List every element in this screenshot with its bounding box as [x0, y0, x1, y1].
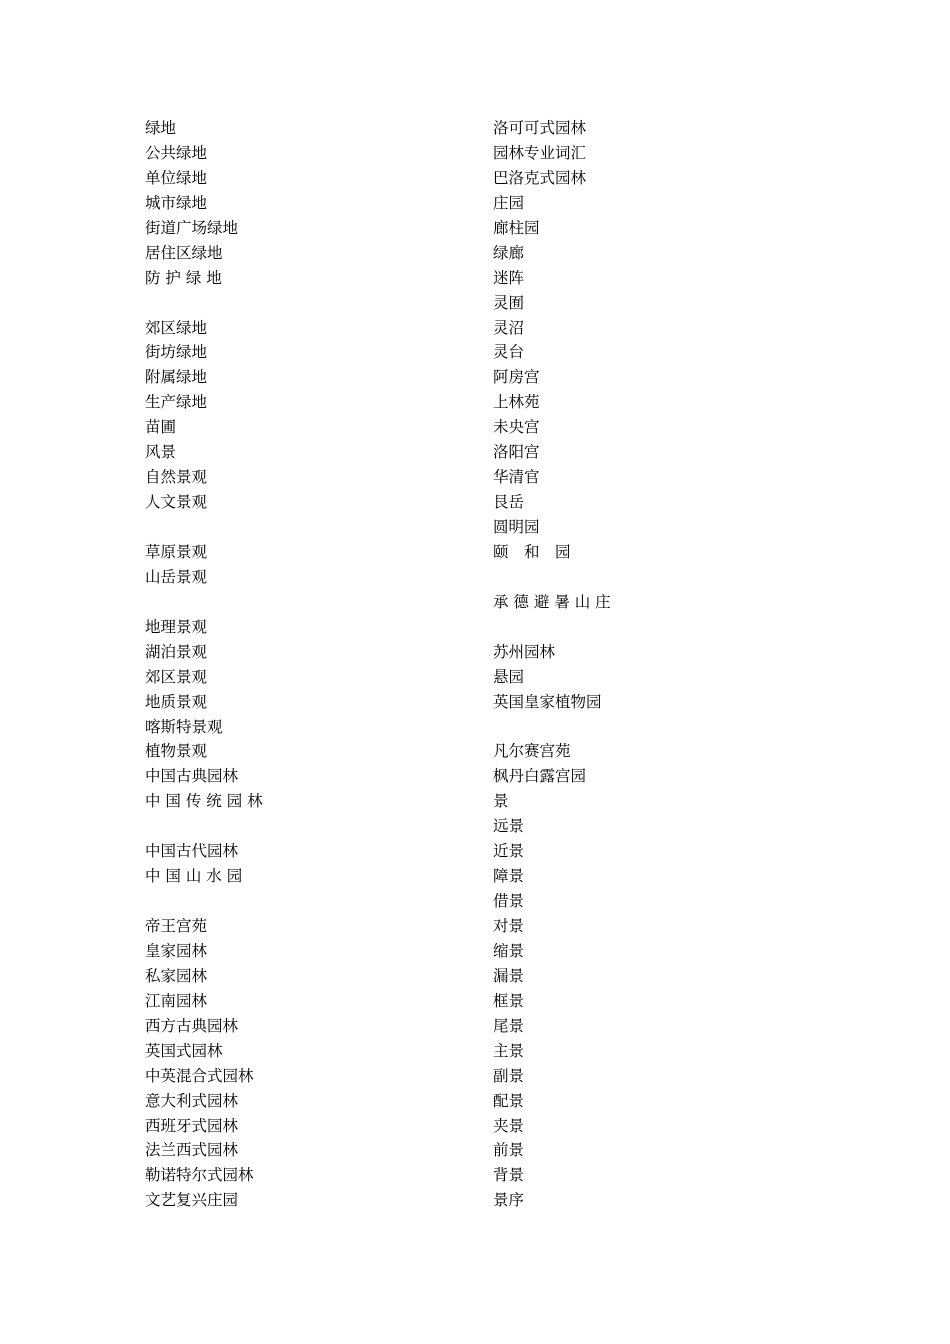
left-column-term — [145, 291, 465, 316]
left-column-term: 文艺复兴庄园 — [145, 1191, 239, 1210]
left-column-term: 附属绿地 — [145, 368, 208, 387]
right-column-term: 对景 — [493, 917, 525, 935]
left-column-term: 勒诺特尔式园林 — [145, 1166, 254, 1185]
right-column-term: 缩景 — [493, 941, 525, 960]
right-column-term — [493, 715, 813, 740]
right-column-term: 副景 — [493, 1066, 525, 1085]
left-column-term: 中英混合式园林 — [145, 1066, 254, 1085]
right-column-term: 远景 — [493, 817, 525, 836]
left-column-term: 绿地 — [145, 119, 177, 137]
right-column-term: 枫丹白露宫园 — [493, 767, 587, 786]
left-column-term: 生产绿地 — [145, 393, 208, 412]
left-column-term: 西班牙式园林 — [145, 1116, 239, 1135]
right-column-term: 廊柱园 — [493, 218, 540, 237]
right-column-term: 艮岳 — [493, 493, 525, 512]
right-column-term: 灵沼 — [493, 318, 525, 337]
left-column-term: 中 国 传 统 园 林 — [145, 792, 263, 811]
left-column-term: 湖泊景观 — [145, 642, 208, 661]
left-column-term: 江南园林 — [145, 991, 208, 1010]
left-column-term: 公共绿地 — [145, 143, 208, 162]
right-column-term — [493, 615, 813, 640]
right-column-term: 景序 — [493, 1191, 525, 1210]
right-column-term: 框景 — [493, 991, 525, 1010]
right-column-term: 迷阵 — [493, 268, 525, 287]
left-column-term: 私家园林 — [145, 966, 208, 985]
right-column-term: 配景 — [493, 1091, 525, 1110]
right-term-column — [493, 116, 813, 1213]
right-column-term: 主景 — [493, 1041, 525, 1060]
right-column-term: 前景 — [493, 1141, 525, 1160]
left-column-term: 地质景观 — [145, 692, 208, 711]
left-column-term: 城市绿地 — [145, 193, 208, 212]
left-column-term: 山岳景观 — [145, 567, 208, 586]
right-column-term: 灵台 — [493, 343, 525, 362]
left-column-term: 皇家园林 — [145, 941, 208, 960]
left-column-term: 苗圃 — [145, 418, 177, 437]
right-column-term: 借景 — [493, 892, 525, 911]
right-column-term: 巴洛克式园林 — [493, 168, 587, 187]
right-column-term: 圆明园 — [493, 518, 540, 536]
left-column-term: 西方古典园林 — [145, 1016, 239, 1035]
right-column-term: 苏州园林 — [493, 642, 556, 661]
left-column-term: 郊区绿地 — [145, 318, 208, 337]
right-column-term: 未央宫 — [493, 418, 540, 437]
left-term-column — [145, 116, 465, 1213]
left-column-term: 单位绿地 — [145, 168, 208, 187]
right-column-term: 凡尔赛宫苑 — [493, 742, 571, 761]
right-column-term: 上林苑 — [493, 393, 540, 412]
right-column-term: 园林专业词汇 — [493, 143, 587, 162]
left-column-term: 中 国 山 水 园 — [145, 867, 243, 886]
right-column-term: 近景 — [493, 842, 525, 861]
right-column-term: 阿房宫 — [493, 368, 540, 387]
left-column-term: 人文景观 — [145, 493, 208, 512]
left-column-term: 地理景观 — [145, 617, 208, 636]
right-column-term: 颐 和 园 — [493, 542, 571, 561]
left-column-term: 街道广场绿地 — [145, 218, 239, 237]
right-column-term: 庄园 — [493, 193, 525, 212]
left-column-term: 植物景观 — [145, 742, 208, 761]
left-column-term: 风景 — [145, 443, 177, 462]
left-column-term — [145, 515, 465, 540]
left-column-term — [145, 814, 465, 839]
right-column-term — [493, 565, 813, 590]
right-column-term: 悬园 — [493, 667, 525, 686]
left-column-term: 郊区景观 — [145, 667, 208, 686]
left-column-term: 喀斯特景观 — [145, 717, 223, 736]
right-column-term: 漏景 — [493, 966, 525, 985]
left-column-term: 中国古典园林 — [145, 767, 239, 786]
right-column-term: 英国皇家植物园 — [493, 692, 602, 711]
right-column-term: 尾景 — [493, 1016, 525, 1035]
right-column-term: 夹景 — [493, 1116, 525, 1135]
left-column-term — [145, 590, 465, 615]
right-column-term: 华清官 — [493, 468, 540, 487]
right-column-term: 洛可可式园林 — [493, 119, 587, 137]
left-column-term — [145, 889, 465, 914]
left-column-term: 草原景观 — [145, 542, 208, 561]
right-column-term: 景 — [493, 792, 509, 811]
right-column-term: 障景 — [493, 867, 525, 886]
left-column-term: 帝王宫苑 — [145, 917, 208, 935]
right-column-term: 承 德 避 暑 山 庄 — [493, 592, 611, 611]
left-column-term: 街坊绿地 — [145, 343, 208, 362]
right-column-term: 灵囿 — [493, 293, 525, 312]
left-column-term: 中国古代园林 — [145, 842, 239, 861]
right-column-term: 洛阳宫 — [493, 443, 540, 462]
left-column-term: 意大利式园林 — [145, 1091, 239, 1110]
left-column-term: 英国式园林 — [145, 1041, 223, 1060]
right-column-term: 背景 — [493, 1166, 525, 1185]
left-column-term: 自然景观 — [145, 468, 208, 487]
left-column-term: 防 护 绿 地 — [145, 268, 222, 287]
left-column-term: 居住区绿地 — [145, 243, 223, 262]
right-column-term: 绿廊 — [493, 243, 525, 262]
left-column-term: 法兰西式园林 — [145, 1141, 239, 1160]
